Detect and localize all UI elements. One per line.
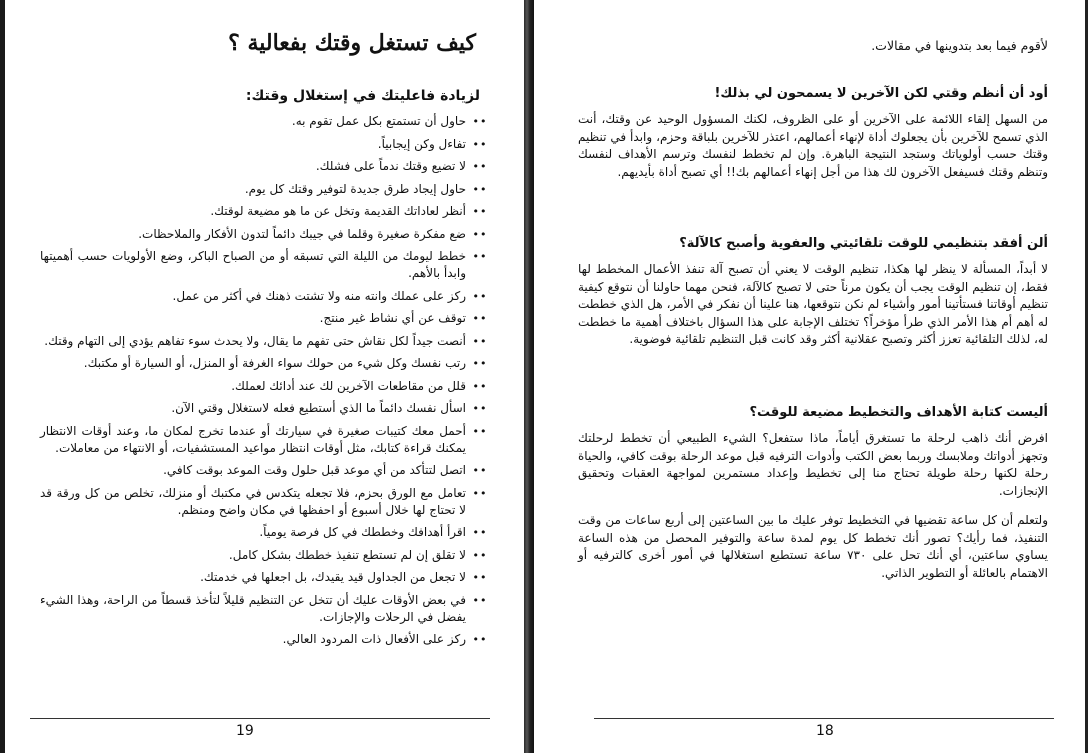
- bullet-icon: ••: [472, 289, 488, 303]
- list-item: [40, 226, 490, 243]
- page-19: [0, 0, 524, 753]
- tip-text: قلل من مقاطعات الآخرين لك عند أدائك لعملك.: [231, 378, 466, 393]
- tip-text: خطط ليومك من الليلة التي تسبقه أو من الصباح الباكر، وضع الأولويات حسب أهميتها وابدأ بالأهم.: [40, 249, 466, 280]
- bullet-icon: ••: [472, 571, 488, 584]
- book-spine: [524, 0, 534, 753]
- list-item: [40, 378, 490, 395]
- section-spontaneity: [578, 236, 1048, 361]
- list-item: [40, 203, 490, 220]
- list-item: [40, 524, 490, 541]
- tip-text: اقرأ أهدافك وخططك في كل فرصة يومياً.: [259, 525, 466, 539]
- bullet-icon: ••: [472, 182, 488, 196]
- tip-text: لا تضيع وقتك ندماً على فشلك.: [315, 159, 466, 173]
- bullet-icon: ••: [472, 250, 488, 263]
- page-18: [534, 0, 1088, 753]
- chapter-title: كيف تستغل وقتك بفعالية ؟: [228, 30, 476, 56]
- tip-text: أنصت جيداً لكل نقاش حتى تفهم ما يقال، ولا يحدث سوء تفاهم يؤدي إلى التهام وقتك.: [44, 333, 466, 348]
- list-item: [40, 181, 490, 198]
- continuation-text: لأقوم فيما بعد بتدوينها في مقالات.: [871, 38, 1048, 53]
- tip-text: أنظر لعاداتك القديمة وتخل عن ما هو مضيعة لوقتك.: [210, 204, 466, 218]
- tip-text: حاول أن تستمتع بكل عمل تقوم به.: [291, 114, 466, 128]
- bullet-icon: ••: [472, 548, 488, 562]
- tip-text: تفاءل وكن إيجابياً.: [377, 136, 466, 151]
- list-item: [40, 136, 490, 153]
- list-item: [40, 158, 490, 175]
- list-item: [40, 485, 490, 519]
- list-item: [40, 288, 490, 305]
- section-paragraph: من السهل إلقاء اللائمة على الآخرين أو على الظروف، لكنك المسؤول الوحيد عن وقتك، أنت الذي تسمح للآخرين بأن يجعلوك أداة لإنهاء أعمالهم، اعتذر للآخرين بلباقة وحزم، وابدأ في تنظيم وقتك حسب أولوياتك وستجد النتيجة الباهرة. وإن لم تخطط لنفسك وترسم الأهداف لنفسك وتنظم وقتك فسيفعل الآخرون لك هذا من أجل إنهاء أعمالهم بك!! أي تصبح أداة بأيديهم.: [578, 112, 1048, 179]
- bullet-icon: ••: [472, 526, 488, 539]
- bullet-icon: ••: [472, 464, 488, 477]
- page-number: 18: [816, 723, 834, 739]
- list-item: [40, 113, 490, 130]
- tip-text: رتب نفسك وكل شيء من حولك سواء الغرفة أو المنزل، أو السيارة أو مكتبك.: [83, 356, 466, 370]
- list-item: [40, 333, 490, 350]
- section-goal-writing: [578, 405, 1048, 594]
- list-item: [40, 248, 490, 282]
- bullet-icon: ••: [472, 593, 488, 607]
- tip-text: أحمل معك كتيبات صغيرة في سيارتك أو عندما تخرج لمكان ما، وعند أوقات الانتظار يمكنك قراءة كتابك، مثل أوقات انتظار مواعيد المستشفيات، أو الانتهاء من معاملات.: [40, 423, 466, 455]
- section-paragraph: افرض أنك ذاهب لرحلة ما تستغرق أياماً، ماذا ستفعل؟ الشيء الطبيعي أن تخطط لرحلتك وتجهز أدواتك وملابسك وربما بعض الكتب وأدوات الترفيه قبل موعد الرحلة بوقت كافي، والحياة رحلة لكنها رحلة طويلة تحتاج منا إلى تخطيط وإعداد مستمرين لمواجهة العقبات وتحقيق الإنجازات.: [578, 431, 1048, 498]
- section-organize-time: [578, 86, 1048, 193]
- list-item: [40, 400, 490, 417]
- tips-subtitle: لزيادة فاعليتك في إستغلال وقتك:: [245, 88, 480, 104]
- list-item: [40, 310, 490, 327]
- tip-text: تعامل مع الورق بحزم، فلا تجعله يتكدس في مكتبك أو منزلك، تخلص من كل ورقة قد لا تحتاج لها خلال أسبوع أو احفظها في مكان واضح ومنظم.: [40, 485, 466, 517]
- tip-text: لا تقلق إن لم تستطع تنفيذ خططك بشكل كامل.: [228, 547, 466, 562]
- tip-text: لا تجعل من الجداول قيد يقيدك، بل اجعلها في خدمتك.: [200, 570, 466, 584]
- bullet-icon: ••: [472, 486, 488, 500]
- bullet-icon: ••: [472, 227, 488, 241]
- list-item: [40, 592, 490, 626]
- bullet-icon: ••: [472, 379, 488, 393]
- bullet-icon: ••: [472, 137, 488, 151]
- bullet-icon: ••: [472, 402, 488, 415]
- tips-list: [40, 113, 490, 654]
- bullet-icon: ••: [472, 334, 488, 348]
- bullet-icon: ••: [472, 312, 488, 325]
- footer-divider: [30, 718, 490, 719]
- tip-text: اتصل لتتأكد من أي موعد قبل حلول وقت الموعد بوقت كافي.: [163, 463, 466, 477]
- bullet-icon: ••: [472, 205, 488, 218]
- section-paragraph: لا أبداً، المسألة لا ينظر لها هكذا، تنظيم الوقت لا يعني أن تصبح آلة تنفذ الأعمال المخطط لها فقط، إن تنظيم الوقت يجب أن يكون مرناً حتى لا تصبح كالآلة، فنحن مهما حاولنا أن نتوقع كيفية تنظيم أوقاتنا فستأتينا أمور وأشياء لم نكن نتوقعها، هنا علينا أن نفكر في الأمر، هل الذي خططت له أهم أم هذا الأمر الذي طرأ مؤخراً؟ تختلف الإجابة على هذا السؤال باختلاف أهمية ما خططت له، لذلك التلقائية تعزز أكثر وتصبح عقلانية أكثر وقد كانت قبل التنظيم تلقائية فوضوية.: [578, 262, 1048, 346]
- tip-text: توقف عن أي نشاط غير منتج.: [319, 311, 466, 325]
- bullet-icon: ••: [472, 424, 488, 438]
- tip-text: ضع مفكرة صغيرة وقلما في جيبك دائماً لتدون الأفكار والملاحظات.: [138, 226, 466, 241]
- bullet-icon: ••: [472, 357, 488, 370]
- bullet-icon: ••: [472, 160, 488, 173]
- list-item: [40, 569, 490, 586]
- bullet-icon: ••: [472, 633, 488, 646]
- footer-divider: [594, 718, 1054, 719]
- list-item: [40, 355, 490, 372]
- page-number: 19: [236, 723, 254, 739]
- list-item: [40, 423, 490, 457]
- tip-text: اسأل نفسك دائماً ما الذي أستطيع فعله لاستغلال وقتي الآن.: [171, 401, 466, 415]
- list-item: [40, 547, 490, 564]
- section-paragraph: ولتعلم أن كل ساعة تقضيها في التخطيط توفر عليك ما بين الساعتين إلى أربع ساعات من وقت التنفيذ، فما رأيك؟ تصور أنك تخطط كل يوم لمدة ساعة والتوفير المحصل من هذه الساعة يساوي ساعتين، أي أنك تحل على ٧٣٠ ساعة تستطيع استغلالها في أمور أخرى كالترفيه أو الاهتمام بالعائلة أو التطوير الذاتي.: [578, 513, 1049, 580]
- tip-text: ركز على الأفعال ذات المردود العالي.: [282, 632, 466, 646]
- tip-text: في بعض الأوقات عليك أن تتخل عن التنظيم قليلاً لتأخذ قسطاً من الراحة، وهذا الشيء يفضل في الرحلات والإجازات.: [40, 592, 466, 624]
- section-heading: ألن أفقد بتنظيمي للوقت تلقائيتي والعفوية وأصبح كالآلة؟: [679, 236, 1048, 251]
- bullet-icon: ••: [472, 115, 488, 128]
- section-heading: أليست كتابة الأهداف والتخطيط مضيعة للوقت؟: [749, 405, 1048, 420]
- tip-text: حاول إيجاد طرق جديدة لتوفير وقتك كل يوم.: [244, 181, 466, 196]
- list-item: [40, 462, 490, 479]
- section-heading: أود أن أنظم وقتي لكن الآخرين لا يسمحون لي بذلك!: [714, 86, 1048, 101]
- tip-text: ركز على عملك وانته منه ولا تشتت ذهنك في أكثر من عمل.: [172, 288, 466, 303]
- list-item: [40, 631, 490, 648]
